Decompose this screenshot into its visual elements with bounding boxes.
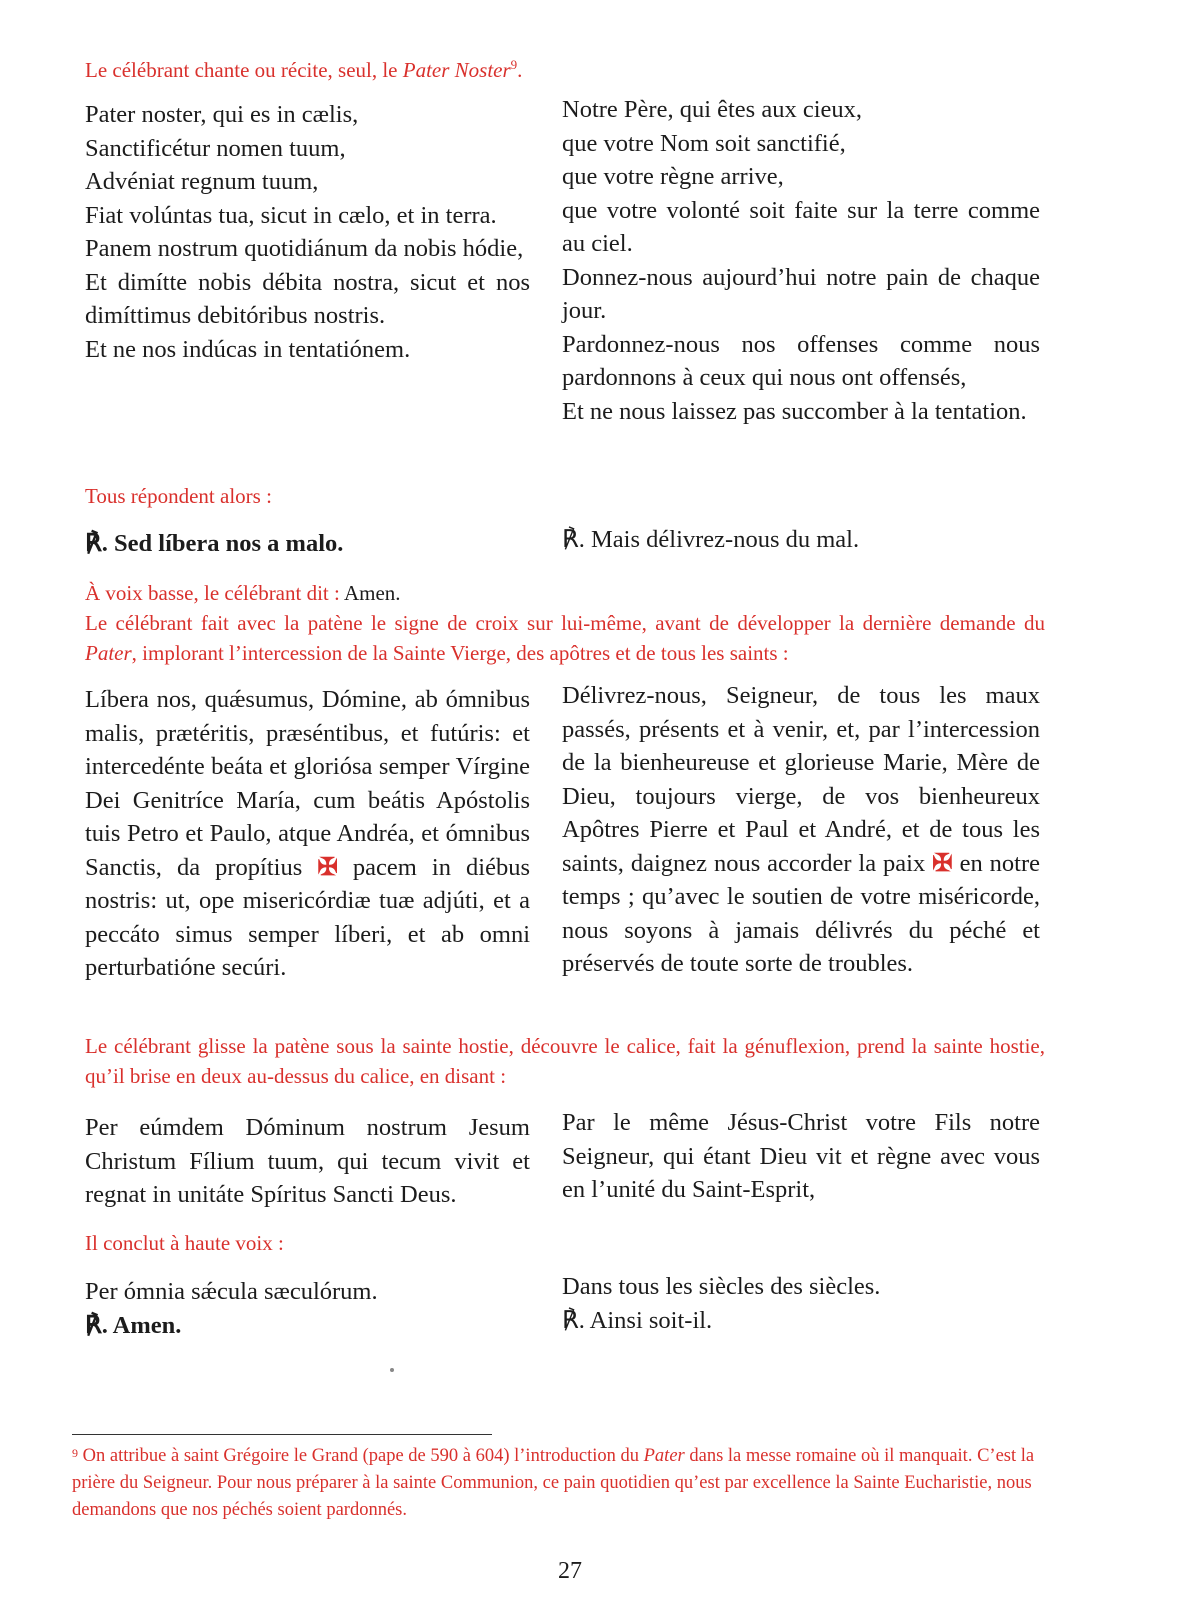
response-french — [562, 523, 1040, 557]
footnote-divider — [72, 1434, 492, 1435]
per-eumdem-french-text: Par le même Jésus-Christ votre Fils notre Seigneur, qui étant Dieu vit et règne avec vous en l’unité du Saint-Esprit, — [562, 1109, 1040, 1203]
patene-rubric — [85, 608, 1045, 668]
pater-intro-rubric — [85, 50, 1045, 85]
conclusion-french — [562, 1270, 1040, 1337]
cross-icon: ✠ — [317, 853, 338, 881]
rubric-suffix: . — [517, 58, 523, 82]
pater-latin-line: Advéniat regnum tuum, — [85, 168, 319, 195]
rubric-text: Le célébrant fait avec la patène le signe de croix sur lui-même, avant de développer la dernière demande du — [85, 611, 1045, 635]
page-number: 27 — [558, 1558, 582, 1584]
per-eumdem-latin-text: Per eúmdem Dóminum nostrum Jesum Christum Fílium tuum, qui tecum vivit et regnat in unitáte Spíritus Sancti Deus. — [85, 1114, 530, 1208]
amen-word: Amen. — [343, 581, 401, 605]
conclusion-french-response: Ainsi soit-il. — [589, 1306, 713, 1334]
pater-french-column — [562, 93, 1040, 428]
response-symbol: ℟. — [562, 526, 585, 553]
response-symbol: ℟. — [562, 1306, 585, 1334]
per-eumdem-french — [562, 1106, 1040, 1207]
pater-latin-line: Pater noster, qui es in cælis, — [85, 101, 359, 128]
response-intro-rubric: Tous répondent alors : — [85, 484, 272, 508]
pater-latin-line: Et dimítte nobis débita nostra, sicut et nos dimíttimus debitóribus nostris. — [85, 268, 530, 329]
response-french-text: Mais délivrez-nous du mal. — [591, 526, 860, 553]
conclusion-rubric: Il conclut à haute voix : — [85, 1231, 284, 1255]
response-symbol: ℟. — [85, 1311, 108, 1339]
libera-latin-text: Líbera nos, quǽsumus, Dómine, ab ómnibus malis, prætéritis, præséntibus, et futúris: et intercedénte beáta et gloriósa semper Vírgine Dei Genitríce María, cum beátis Apóstolis tuis Petro et Paulo, atque Andréa, et ómnibus Sanctis, da propítius — [85, 686, 530, 881]
rubric-italic: Pater Noster — [402, 58, 511, 82]
pater-french-line: que votre volonté soit faite sur la terre comme au ciel. — [562, 196, 1040, 257]
pater-french-line: Pardonnez-nous nos offenses comme nous pardonnons à ceux qui nous ont offensés, — [562, 330, 1040, 391]
footnote-number: 9 — [72, 1446, 78, 1460]
libera-french — [562, 679, 1040, 981]
pater-french-line: que votre règne arrive, — [562, 163, 784, 190]
pater-latin-line: Fiat volúntas tua, sicut in cælo, et in terra. — [85, 201, 497, 229]
rubric-text: À voix basse, le célébrant dit : — [85, 581, 344, 605]
pater-latin-line: Et ne nos indúcas in tentatiónem. — [85, 335, 411, 363]
conclusion-latin-text: Per ómnia sǽcula sæculórum. — [85, 1278, 378, 1305]
conclusion-french-text: Dans tous les siècles des siècles. — [562, 1273, 881, 1300]
rubric-italic: Pater — [85, 641, 132, 665]
stray-dot — [390, 1368, 394, 1372]
footnote-text: On attribue à saint Grégoire le Grand (pape de 590 à 604) l’introduction du — [78, 1446, 644, 1466]
footnote — [72, 1443, 1057, 1524]
pater-french-line: Et ne nous laissez pas succomber à la tentation. — [562, 397, 1027, 425]
pater-latin-column — [85, 98, 530, 366]
conclusion-latin — [85, 1275, 530, 1342]
libera-latin — [85, 683, 530, 985]
libera-french-text: Délivrez-nous, Seigneur, de tous les maux passés, présents et à venir, et, par l’intercession de la bienheureuse et glorieuse Marie, Mère de Dieu, toujours vierge, de vos bienheureux Apôtres Pierre et Paul et André, et de tous les saints, daignez nous accorder la paix — [562, 682, 1040, 877]
pater-french-line: Notre Père, qui êtes aux cieux, — [562, 96, 863, 123]
pater-latin-line: Sanctificétur nomen tuum, — [85, 134, 346, 162]
conclusion-latin-response: Amen. — [112, 1311, 182, 1339]
cross-icon: ✠ — [932, 849, 953, 877]
footnote-text: dans la messe romaine où il manquait. C’est la prière du Seigneur. Pour nous préparer à la sainte Communion, ce pain quotidien qu’est par excellence la Sainte Eucharistie, nous demandons que nos péchés soient pardonnés. — [72, 1446, 1035, 1520]
pater-french-line: Donnez-nous aujourd’hui notre pain de chaque jour. — [562, 263, 1040, 324]
response-symbol: ℟. — [85, 530, 108, 557]
hostie-rubric: Le célébrant glisse la patène sous la sainte hostie, découvre le calice, fait la génuflexion, prend la sainte hostie, qu’il brise en deux au-dessus du calice, en disant : — [85, 1034, 1045, 1088]
response-latin — [85, 527, 530, 561]
response-latin-text: Sed líbera nos a malo. — [114, 530, 344, 557]
libera-latin-text: pacem in diébus nostris: ut, ope misericórdiæ tuæ adjúti, et a peccáto simus semper líberi, et ab omni perturbatióne secúri. — [85, 853, 530, 981]
libera-french-text: en notre temps ; qu’avec le soutien de votre miséricorde, nous soyons à jamais délivrés du péché et préservés de toute sorte de troubles. — [562, 849, 1041, 977]
pater-french-line: que votre Nom soit sanctifié, — [562, 129, 846, 157]
pater-latin-line: Panem nostrum quotidiánum da nobis hódie, — [85, 235, 524, 262]
footnote-ref[interactable]: 9 — [510, 57, 518, 72]
rubric-text: Le célébrant chante ou récite, seul, le — [85, 58, 403, 82]
footnote-italic: Pater — [643, 1446, 685, 1466]
per-eumdem-latin — [85, 1111, 530, 1212]
amen-rubric — [85, 578, 1045, 608]
rubric-text: , implorant l’intercession de la Sainte Vierge, des apôtres et de tous les saints : — [131, 641, 789, 665]
